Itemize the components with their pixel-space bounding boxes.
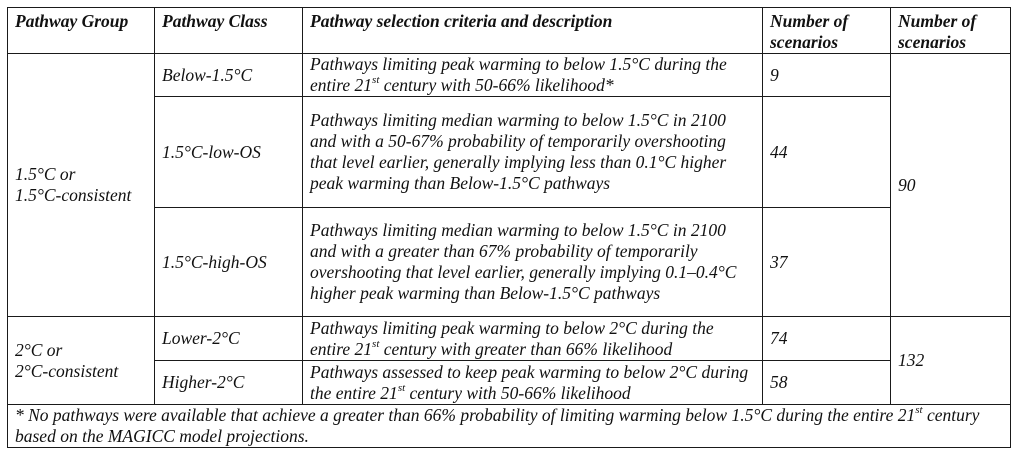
pathway-description-cell: Pathways limiting median warming to below 1.5°C in 2100 and with a greater than 67% probability of temporarily overshooting that level earlier, generally implying 0.1–0.4°C higher peak warming than Below-1.5°C pathways: [303, 208, 763, 317]
group-total-scenarios-cell: 132: [891, 317, 1011, 405]
pathway-group-name-line2: 2°C-consistent: [15, 360, 119, 381]
pathway-description-cell: Pathways limiting peak warming to below 1.5°C during the entire 21st century with 50-66% likelihood*: [303, 54, 763, 97]
scenario-count-cell: 44: [763, 97, 891, 208]
scenario-count-cell: 58: [763, 361, 891, 405]
table-footnote: * No pathways were available that achieve a greater than 66% probability of limiting warming below 1.5°C during the entire 21st century based on the MAGICC model projections.: [8, 405, 1011, 448]
header-pathway-group: Pathway Group: [8, 8, 155, 54]
pathway-group-name-line2: 1.5°C-consistent: [15, 185, 132, 205]
scenario-count-cell: 9: [763, 54, 891, 97]
pathway-classification-table: [7, 7, 1011, 448]
group-total-scenarios-cell: 90: [891, 54, 1011, 317]
header-number-of-scenarios: Number of scenarios: [763, 8, 891, 54]
pathway-description-cell: Pathways assessed to keep peak warming to below 2°C during the entire 21st century with 50-66% likelihood: [303, 361, 763, 405]
pathway-group-name-line1: 1.5°C or: [15, 164, 76, 184]
table-row: [8, 361, 1011, 405]
table-row: [8, 317, 1011, 361]
table-row: [8, 208, 1011, 317]
footnote-row: [8, 405, 1011, 448]
pathway-group-cell: [8, 317, 155, 405]
pathway-description-cell: Pathways limiting peak warming to below 2°C during the entire 21st century with greater than 66% likelihood: [303, 317, 763, 361]
pathway-class-cell: Higher-2°C: [155, 361, 303, 405]
pathway-class-cell: Lower-2°C: [155, 317, 303, 361]
table-row: [8, 97, 1011, 208]
scenario-count-cell: 74: [763, 317, 891, 361]
pathway-class-cell: 1.5°C-low-OS: [155, 97, 303, 208]
pathway-description-cell: Pathways limiting median warming to below 1.5°C in 2100 and with a 50-67% probability of temporarily overshooting that level earlier, generally implying less than 0.1°C higher peak warming than Below-1.5°C pathways: [303, 97, 763, 208]
table-row: [8, 54, 1011, 97]
pathway-group-name-line1: 2°C or: [15, 339, 63, 360]
pathway-class-cell: 1.5°C-high-OS: [155, 208, 303, 317]
header-number-of-scenarios-total: Number of scenarios: [891, 8, 1011, 54]
header-selection-criteria: Pathway selection criteria and description: [303, 8, 763, 54]
header-row: [8, 8, 1011, 54]
pathway-group-cell: [8, 54, 155, 317]
pathway-class-cell: Below-1.5°C: [155, 54, 303, 97]
scenario-count-cell: 37: [763, 208, 891, 317]
header-pathway-class: Pathway Class: [155, 8, 303, 54]
